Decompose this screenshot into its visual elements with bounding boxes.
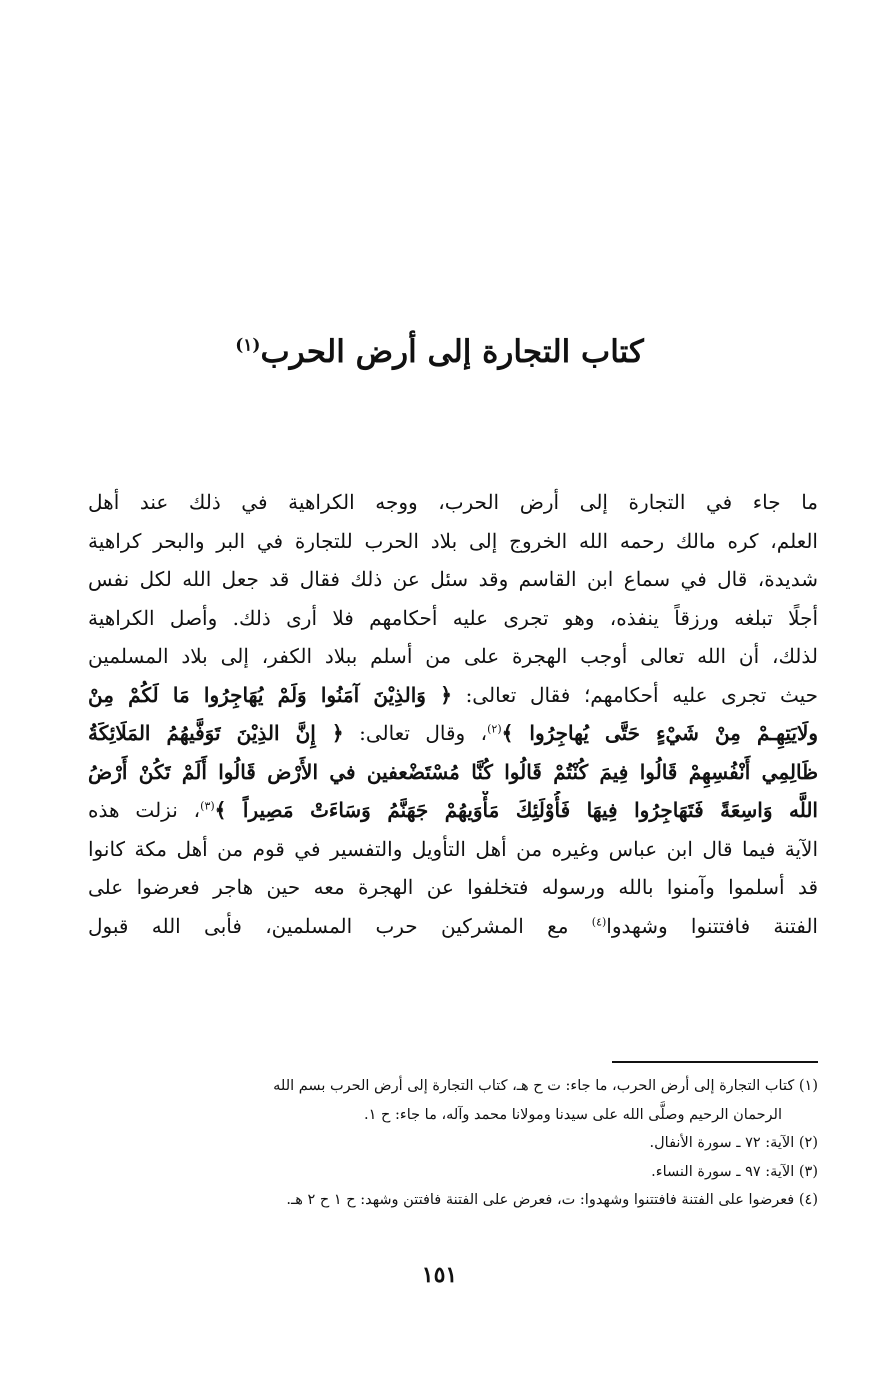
body-line-5: لذلك، أن الله تعالى أوجب الهجرة على من أسلم ببلاد الكفر، إلى بلاد المسلمين (88, 644, 818, 668)
quran-verse-nisa-middle: ظَالِمِي أَنْفُسِهِمْ قَالُوا فِيمَ كُنْتُمْ قَالُوا كُنَّا مُسْتَضْعفين في الأَرْض قَالُوا أَلَمْ تَكُنْ أَرْضُ (88, 759, 818, 784)
footnote-marker-4[interactable]: (٤) (591, 914, 607, 928)
body-line-6-text: حيث تجرى عليه أحكامهم؛ فقال تعالى: (465, 682, 818, 707)
footnote-1-marker: (١) (798, 1078, 818, 1094)
body-line-9-text: ، نزلت هذه (88, 798, 201, 822)
footnote-3-marker: (٣) (798, 1163, 818, 1180)
footnote-4-text: فعرضوا على الفتنة فافتتنوا وشهدوا: ت، فعرض على الفتنة فافتتن وشهد: ح ١ ح ٢ هـ. (286, 1192, 795, 1208)
footnote-2 (88, 1129, 818, 1158)
footnote-2-marker: (٢) (798, 1135, 818, 1151)
body-line-11: قد أسلموا وآمنوا بالله ورسوله فتخلفوا عن الهجرة معه حين هاجر فعرضوا على (88, 875, 818, 899)
footnote-3-text: الآية: ٩٧ ـ سورة النساء. (651, 1163, 795, 1180)
body-line-6 (88, 676, 818, 715)
footnote-2-text: الآية: ٧٢ ـ سورة الأنفال. (649, 1135, 795, 1151)
footnote-4 (88, 1186, 818, 1215)
chapter-title (0, 328, 879, 376)
body-line-12 (88, 907, 818, 946)
footnote-1-text: كتاب التجارة إلى أرض الحرب، ما جاء: ت ح هـ، كتاب التجارة إلى أرض الحرب بسم الله (273, 1078, 795, 1094)
footnote-marker-3[interactable]: (٣) (200, 799, 215, 813)
chapter-title-footnote-marker[interactable]: (١) (235, 335, 261, 356)
quran-verse-anfal-end: ولَايَتِهِـمْ مِنْ شَيْءٍ حَتَّى يُهاجِرُوا ﴾ (501, 721, 818, 745)
footnote-4-marker: (٤) (798, 1192, 818, 1208)
quran-verse-nisa-start: ﴿ إِنَّ الذِيْنَ تَوَفَّيهُمُ المَلَائِكَةُ (88, 721, 344, 745)
page-number: ١٥١ (421, 1262, 458, 1288)
chapter-title-text: كتاب التجارة إلى أرض الحرب (260, 334, 644, 370)
footnote-1 (88, 1072, 818, 1129)
body-line-12-text-b: مع المشركين حرب المسلمين، فأبى الله قبول (88, 913, 569, 938)
footnotes-section (88, 1072, 818, 1215)
body-line-7-text: ، وقال تعالى: (359, 721, 488, 745)
quran-verse-anfal-start: ﴿ وَالذِيْنَ آمَنُوا وَلَمْ يُهَاجِرُوا مَا لَكُمْ مِنْ (88, 682, 452, 707)
footnote-marker-2[interactable]: (٢) (487, 722, 502, 736)
body-line-10: الآية فيما قال ابن عباس وغيره من أهل التأويل والتفسير في قوم من أهل مكة كانوا (88, 836, 818, 861)
main-text (88, 483, 818, 945)
footnote-divider (612, 1061, 818, 1063)
body-line-3: شديدة، قال في سماع ابن القاسم وقد سئل عن ذلك فقال قد جعل الله لكل نفس (88, 567, 818, 591)
footnote-3 (88, 1158, 818, 1187)
body-line-7 (88, 714, 818, 753)
footnote-1-continuation: الرحمان الرحيم وصلَّى الله على سيدنا ومولانا محمد وآله، ما جاء: ح ١. (364, 1106, 782, 1123)
body-line-12-text-a: الفتنة فافتتنوا وشهدوا (606, 913, 818, 938)
quran-verse-nisa-end: اللَّه وَاسِعَةً فَتَهَاجِرُوا فِيهَا فَأُوْلَئِكَ مَأْوَيهُمْ جَهَنَّمُ وَسَاءَتْ مَصِيراً ﴾ (214, 798, 818, 822)
body-line-4: أجلًا تبلغه ورزقاً ينفذه، وهو تجرى عليه أحكامهم فلا أرى ذلك. وأصل الكراهية (88, 605, 818, 630)
body-line-9 (88, 791, 818, 830)
body-line-2: العلم، كره مالك رحمه الله الخروج إلى بلاد الحرب للتجارة في البر والبحر كراهية (88, 528, 818, 553)
body-line-1: ما جاء في التجارة إلى أرض الحرب، ووجه الكراهية في ذلك عند أهل (88, 490, 818, 514)
